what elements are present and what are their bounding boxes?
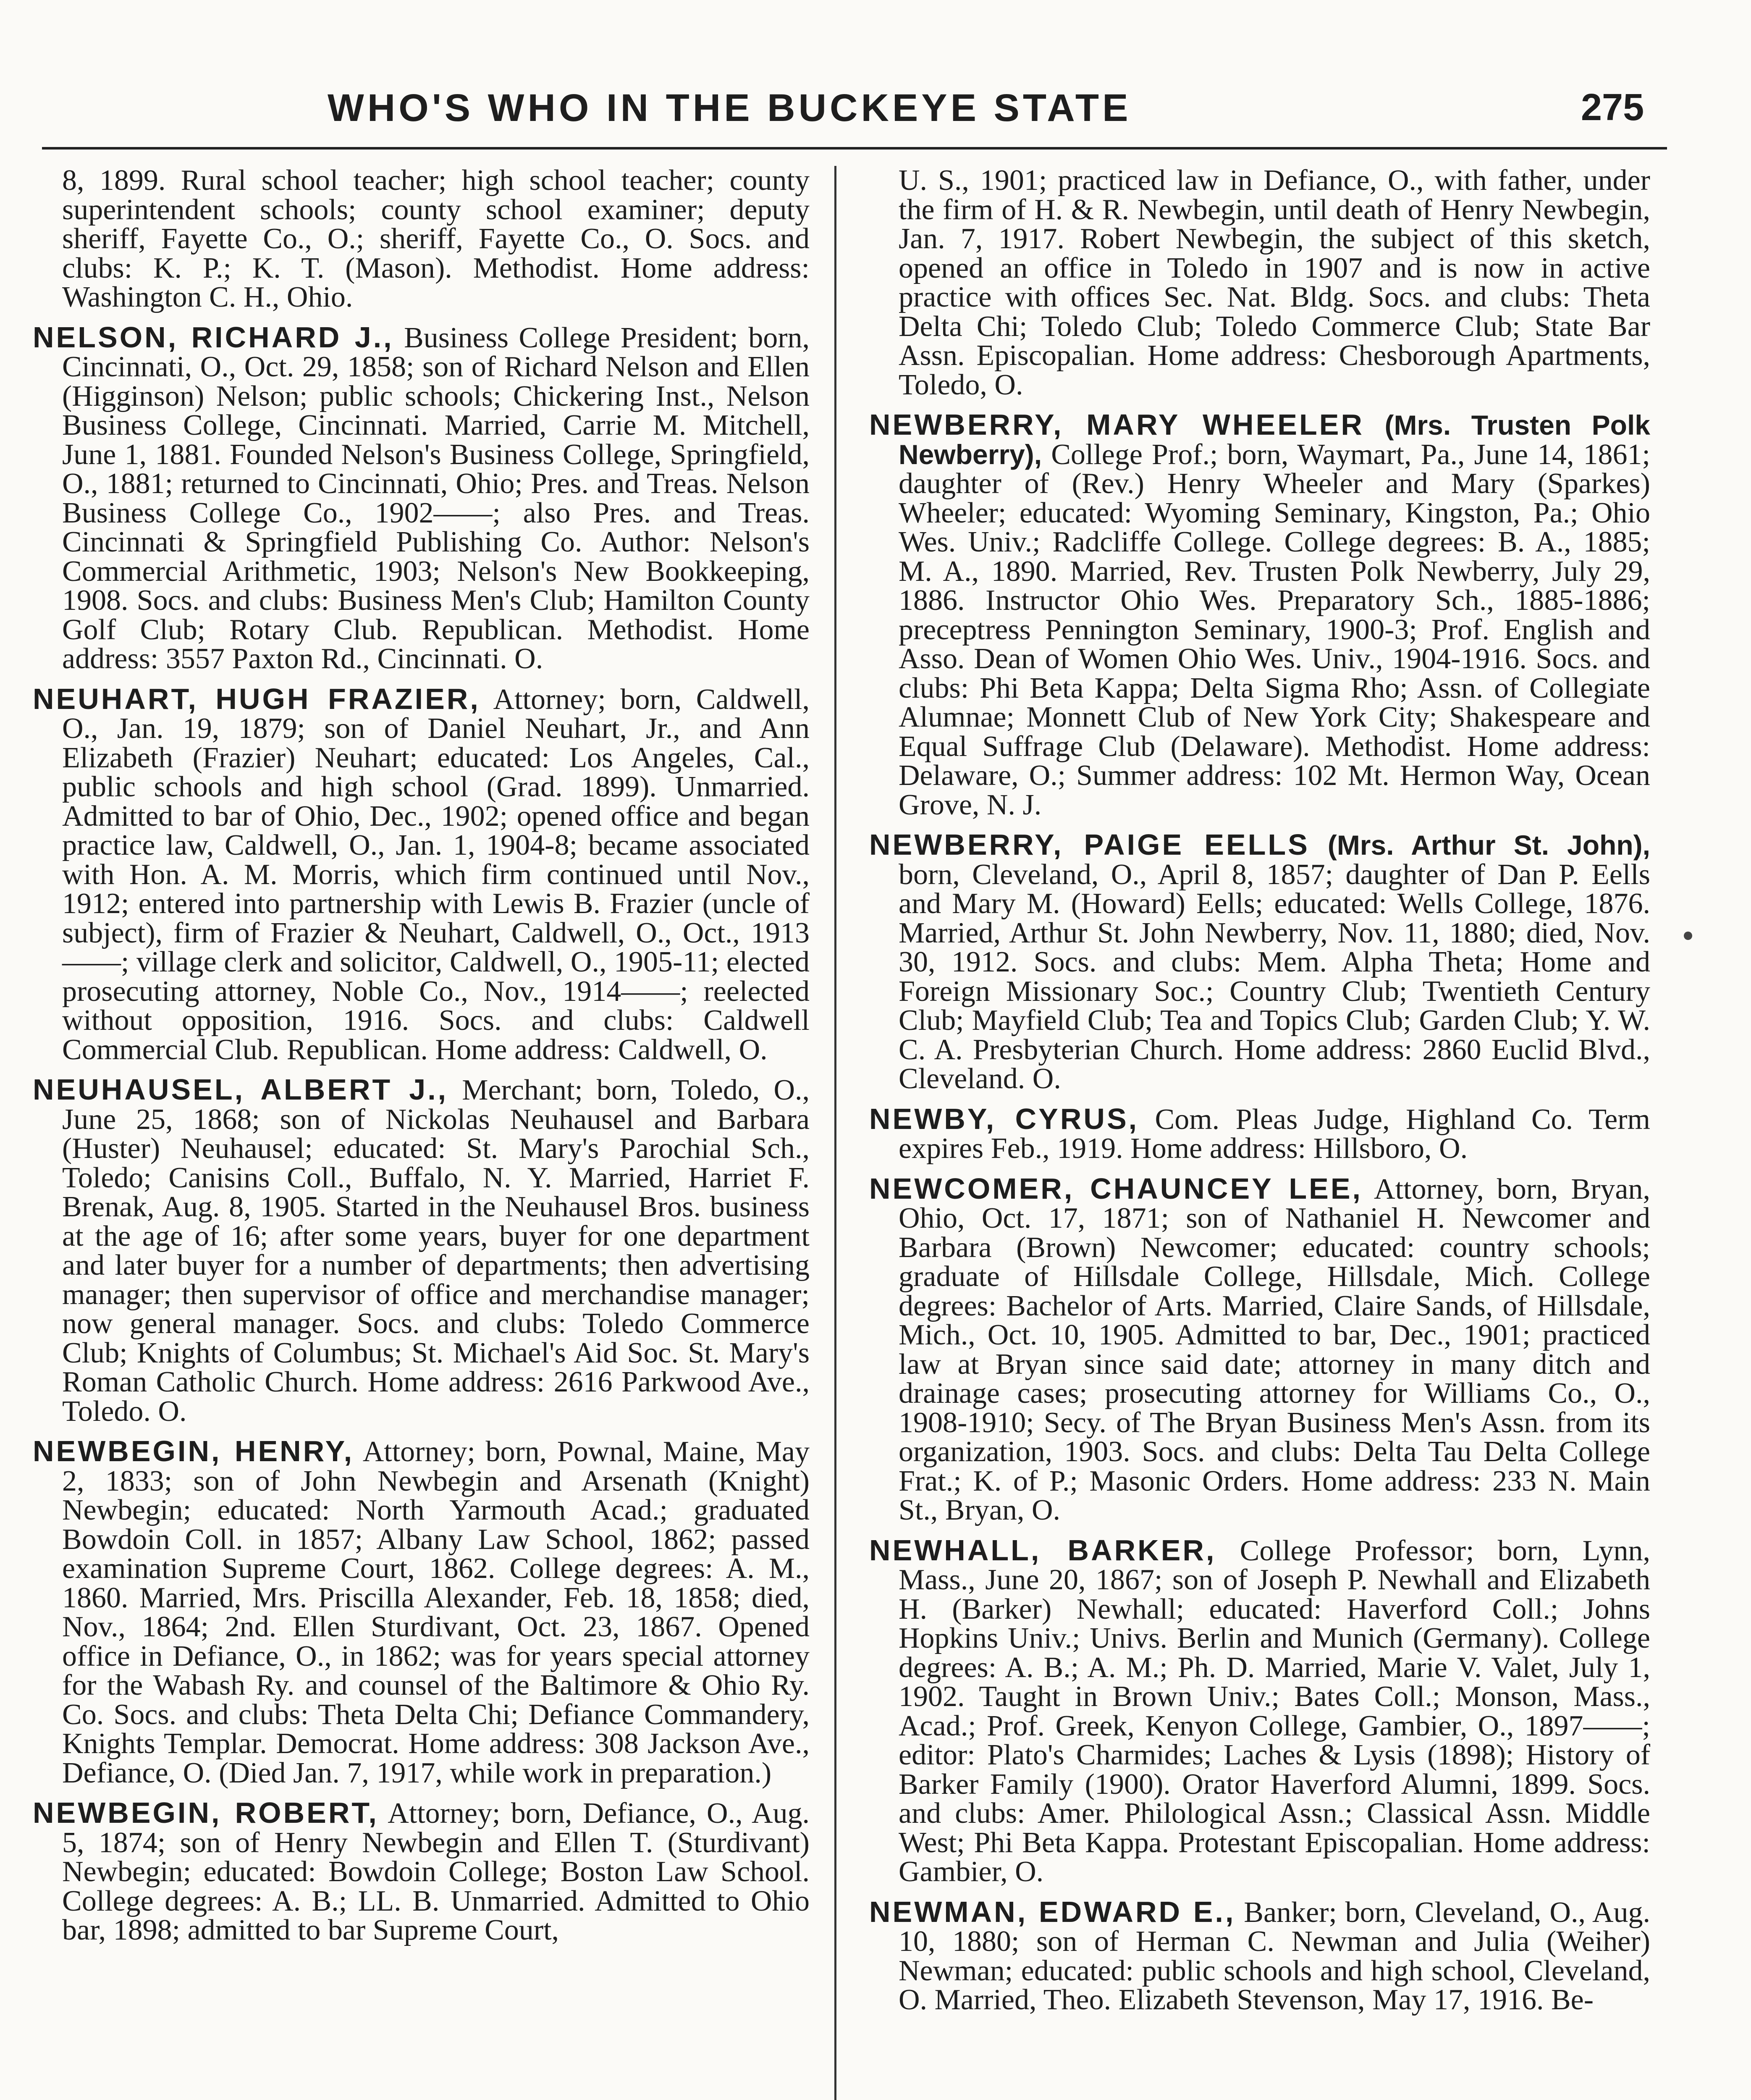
entry-body: Attorney; born, Defiance, O., Aug. 5, 1874; son of Henry Newbegin and Ellen T. (Sturdivant) Newbegin; educated: Bowdoin College; Boston Law School. College degrees: A. B.; LL. B. Unmarried. Admitted to Ohio bar, 1898; admitted to bar Supreme Court, bbox=[62, 1797, 810, 1946]
entry-name: NEWMAN, EDWARD E., bbox=[869, 1895, 1236, 1928]
entry-nelson bbox=[33, 320, 810, 675]
entry-name: NEWHALL, BARKER, bbox=[869, 1533, 1216, 1567]
left-column bbox=[33, 166, 810, 2100]
entry-body: 8, 1899. Rural school teacher; high school teacher; county superintendent schools; county school examiner; deputy sheriff, Fayette Co., O.; sheriff, Fayette Co., O. Socs. and clubs: K. P.; K. T. (Mason). Methodist. Home address: Washington C. H., Ohio. bbox=[62, 166, 810, 313]
entry-name: NEWBERRY, MARY WHEELER bbox=[869, 408, 1364, 441]
entry-body: Attorney; born, Pownal, Maine, May 2, 1833; son of John Newbegin and Arsenath (Knight) Newbegin; educated: North Yarmouth Acad.; graduated Bowdoin Coll. in 1857; Albany Law School, 1862; passed examination Supreme Court, 1862. College degrees: A. M., 1860. Married, Mrs. Priscilla Alexander, Feb. 18, 1858; died, Nov., 1864; 2nd. Ellen Sturdivant, Oct. 23, 1867. Opened office in Defiance, O., in 1862; was for years special attorney for the Wabash Ry. and counsel of the Baltimore & Ohio Ry. Co. Socs. and clubs: Theta Delta Chi; Defiance Commandery, Knights Templar. Democrat. Home address: 308 Jackson Ave., Defiance, O. (Died Jan. 7, 1917, while work in preparation.) bbox=[62, 1436, 810, 1789]
entry-name: NEWBY, CYRUS, bbox=[869, 1102, 1139, 1135]
header-rule bbox=[42, 147, 1667, 150]
right-column bbox=[869, 166, 1650, 2100]
entry-body: College Professor; born, Lynn, Mass., June 20, 1867; son of Joseph P. Newhall and Elizabeth H. (Barker) Newhall; educated: Haverford Coll.; Johns Hopkins Univ.; Univs. Berlin and Munich (Germany). College degrees: A. B.; A. M.; Ph. D. Married, Marie V. Valet, July 1, 1902. Taught in Brown Univ.; Bates Coll.; Monson, Mass., Acad.; Prof. Greek, Kenyon College, Gambier, O., 1897——; editor: Plato's Charmides; Laches & Lysis (1898); History of Barker Family (1900). Orator Haverford Alumni, 1899. Socs. and clubs: Amer. Philological Assn.; Classical Assn. Middle West; Phi Beta Kappa. Protestant Episcopalian. Home address: Gambier, O. bbox=[899, 1534, 1650, 1888]
entry-name: NEUHAUSEL, ALBERT J., bbox=[33, 1073, 448, 1106]
entry-body: Com. Pleas Judge, Highland Co. Term expires Feb., 1919. Home address: Hillsboro, O. bbox=[899, 1103, 1650, 1165]
column-divider bbox=[834, 166, 836, 2100]
entry-name: NEWCOMER, CHAUNCEY LEE, bbox=[869, 1172, 1363, 1205]
entry-body: Banker; born, Cleveland, O., Aug. 10, 1880; son of Herman C. Newman and Julia (Weiher) Newman; educated: public schools and high school, Cleveland, O. Married, Theo. Elizabeth Stevenson, May 17, 1916. Be- bbox=[899, 1896, 1650, 2016]
entry-name: NEWBEGIN, ROBERT, bbox=[33, 1796, 379, 1829]
entry-note: (Mrs. Trusten Polk Newberry), bbox=[899, 410, 1650, 470]
entry-neuhart bbox=[33, 682, 810, 1066]
continued-entry bbox=[869, 166, 1650, 399]
entry-body: Merchant; born, Toledo, O., June 25, 1868; son of Nickolas Neuhausel and Barbara (Huster) Neuhausel; educated: St. Mary's Parochial Sch., Toledo; Canisins Coll., Buffalo, N. Y. Married, Harriet F. Brenak, Aug. 8, 1905. Started in the Neuhausel Bros. business at the age of 16; after some years, buyer for one department and later buyer for a number of departments; then advertising manager; then supervisor of office and merchandise manager; now general manager. Socs. and clubs: Toledo Commerce Club; Knights of Columbus; St. Michael's Aid Soc. St. Mary's Roman Catholic Church. Home address: 2616 Parkwood Ave., Toledo. O. bbox=[62, 1074, 810, 1428]
ink-speck bbox=[1684, 932, 1692, 940]
entry-newberry-mary bbox=[869, 410, 1650, 819]
entry-body: born, Cleveland, O., April 8, 1857; daughter of Dan P. Eells and Mary M. (Howard) Eells; educated: Wells College, 1876. Married, Arthur St. John Newberry, Nov. 11, 1880; died, Nov. 30, 1912. Socs. and clubs: Mem. Alpha Theta; Home and Foreign Missionary Soc.; Country Club; Twentieth Century Club; Mayfield Club; Tea and Topics Club; Garden Club; Y. W. C. A. Presbyterian Church. Home address: 2860 Euclid Blvd., Cleveland. O. bbox=[899, 858, 1650, 1095]
entry-name: NELSON, RICHARD J., bbox=[33, 320, 394, 354]
entry-newman bbox=[869, 1895, 1650, 2016]
entry-newbegin-robert bbox=[33, 1798, 810, 1945]
entry-newberry-paige bbox=[869, 830, 1650, 1094]
entry-body: Attorney, born, Bryan, Ohio, Oct. 17, 1871; son of Nathaniel H. Newcomer and Barbara (Brown) Newcomer; educated: country schools; graduate of Hillsdale College, Hillsdale, Mich. College degrees: Bachelor of Arts. Married, Claire Sands, of Hillsdale, Mich., Oct. 10, 1905. Admitted to bar, Dec., 1901; practiced law at Bryan since said date; attorney in many ditch and drainage cases; prosecuting attorney for Williams Co., O., 1908-1910; Secy. of The Bryan Business Men's Assn. from its organization, 1903. Socs. and clubs: Delta Tau Delta College Frat.; K. of P.; Masonic Orders. Home address: 233 N. Main St., Bryan, O. bbox=[899, 1173, 1650, 1526]
entry-newby bbox=[869, 1102, 1650, 1165]
entry-body: College Prof.; born, Waymart, Pa., June 14, 1861; daughter of (Rev.) Henry Wheeler and Mary (Sparkes) Wheeler; educated: Wyoming Seminary, Kingston, Pa.; Ohio Wes. Univ.; Radcliffe College. College degrees: B. A., 1885; M. A., 1890. Married, Rev. Trusten Polk Newberry, July 29, 1886. Instructor Ohio Wes. Preparatory Sch., 1885-1886; preceptress Pennington Seminary, 1900-3; Prof. English and Asso. Dean of Women Ohio Wes. Univ., 1904-1916. Socs. and clubs: Phi Beta Kappa; Delta Sigma Rho; Assn. of Collegiate Alumnae; Monnett Club of New York City; Shakespeare and Equal Suffrage Club (Delaware). Methodist. Home address: Delaware, O.; Summer address: 102 Mt. Hermon Way, Ocean Grove, N. J. bbox=[899, 438, 1650, 821]
entry-body: Attorney; born, Caldwell, O., Jan. 19, 1879; son of Daniel Neuhart, Jr., and Ann Elizabeth (Frazier) Neuhart; educated: Los Angeles, Cal., public schools and high school (Grad. 1899). Unmarried. Admitted to bar of Ohio, Dec., 1902; opened office and began practice law, Caldwell, O., Jan. 1, 1904-8; became associated with Hon. A. M. Morris, which firm continued until Nov., 1912; entered into partnership with Lewis B. Frazier (uncle of subject), firm of Frazier & Neuhart, Caldwell, O., Oct., 1913——; village clerk and solicitor, Caldwell, O., 1905-11; elected prosecuting attorney, Noble Co., Nov., 1914——; reelected without opposition, 1916. Socs. and clubs: Caldwell Commercial Club. Republican. Home address: Caldwell, O. bbox=[62, 683, 810, 1066]
entry-neuhausel bbox=[33, 1075, 810, 1426]
entry-newhall bbox=[869, 1533, 1650, 1888]
entry-name: NEWBEGIN, HENRY, bbox=[33, 1435, 354, 1467]
running-header: WHO'S WHO IN THE BUCKEYE STATE bbox=[328, 87, 1132, 129]
entry-note: (Mrs. Arthur St. John), bbox=[1309, 830, 1650, 861]
entry-name: NEUHART, HUGH FRAZIER, bbox=[33, 682, 480, 715]
entry-name: NEWBERRY, PAIGE EELLS bbox=[869, 828, 1310, 861]
entry-newbegin-henry bbox=[33, 1437, 810, 1788]
entry-newcomer bbox=[869, 1174, 1650, 1525]
page-number: 275 bbox=[1581, 87, 1644, 129]
entry-body: Business College President; born, Cincinnati, O., Oct. 29, 1858; son of Richard Nelson and Ellen (Higginson) Nelson; public schools; Chickering Inst., Nelson Business College, Cincinnati. Married, Carrie M. Mitchell, June 1, 1881. Founded Nelson's Business College, Springfield, O., 1881; returned to Cincinnati, Ohio; Pres. and Treas. Nelson Business College Co., 1902——; also Pres. and Treas. Cincinnati & Springfield Publishing Co. Author: Nelson's Commercial Arithmetic, 1903; Nelson's New Bookkeeping, 1908. Socs. and clubs: Business Men's Club; Hamilton County Golf Club; Rotary Club. Republican. Methodist. Home address: 3557 Paxton Rd., Cincinnati. O. bbox=[62, 321, 810, 675]
continued-entry bbox=[33, 166, 810, 312]
entry-body: U. S., 1901; practiced law in Defiance, O., with father, under the firm of H. & R. Newbegin, until death of Henry Newbegin, Jan. 7, 1917. Robert Newbegin, the subject of this sketch, opened an office in Toledo in 1907 and is now in active practice with offices Sec. Nat. Bldg. Socs. and clubs: Theta Delta Chi; Toledo Club; Toledo Commerce Club; State Bar Assn. Episcopalian. Home address: Chesborough Apartments, Toledo, O. bbox=[899, 166, 1650, 401]
